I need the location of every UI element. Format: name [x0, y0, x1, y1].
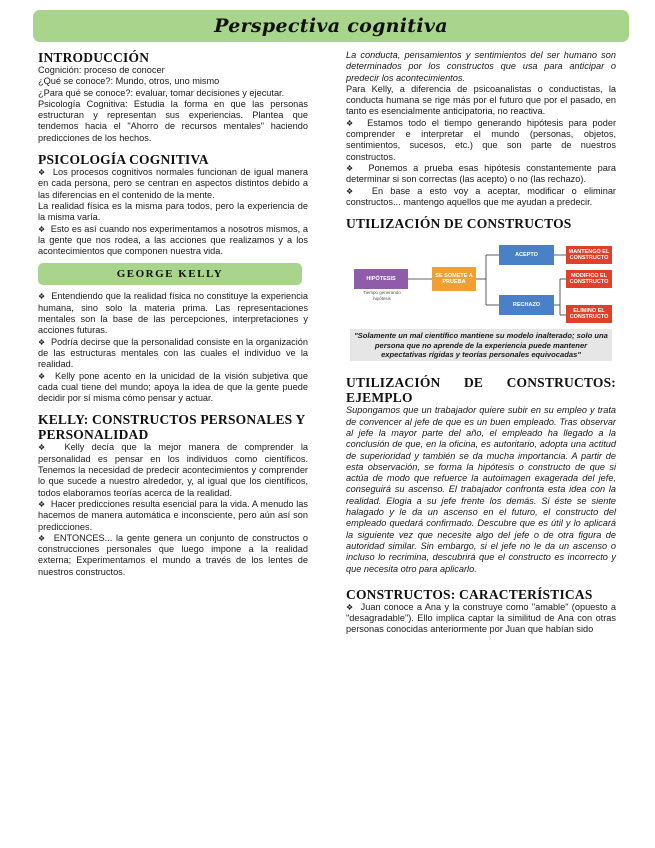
intro-heading: INTRODUCCIÓN: [38, 50, 150, 65]
constructs-flow-diagram: [346, 243, 616, 323]
bullet-icon: ❖: [346, 602, 354, 612]
diagram-mantengo: MANTENGO EL CONSTRUCTO: [566, 246, 612, 264]
bullet-icon: ❖: [38, 533, 47, 543]
right-column: [346, 50, 616, 636]
intro-line-2: ¿Qué se conoce?: Mundo, otros, uno mismo: [38, 76, 220, 87]
page-title: Perspectiva cognitiva: [214, 15, 448, 37]
bullet-icon: ❖: [38, 337, 46, 347]
hypothesis-bullet-3: ❖ En base a esto voy a aceptar, modificar o eliminar constructos... mantengo aquellos que me ayudan a predecir.: [346, 185, 616, 207]
diagram-prueba: SE SOMETE A PRUEBA: [432, 267, 476, 291]
kelly-italic-statement: La conducta, pensamientos y sentimientos del ser humano son determinados por los constructos que usa para anticipar o predecir los acontecimientos.: [346, 50, 616, 83]
ejemplo-text: Supongamos que un trabajador quiere subir en su empleo y trata de convencer al jefe de que es un buen empleado. Tras observar al jefe la mayor parte del año, el empleado ha llegado a la conclusión de que, en la oficina, es autoritario, adopta una actitud de superioridad y también se da mucha importancia. A partir de esta observación, se forma la hipótesis o constructo de que si actúa de modo que refuerce la autoimagen exagerada del jefe, conseguirá su ascenso. El trabajador confronta esta idea con la realidad. Elogia a su jefe frente los demás. Si éste se siente halagado y le da un ascenso en el futuro, el constructo del empleado quedará confirmado. Descubre que es útil y lo aplicará la siguiente vez que necesite algo del jefe o de otra figura de autoridad similar. Sin embargo, si el jefe no le da un ascenso o incluso lo recrimina, descubrirá que el constructo es incorrecto y que necesita otro para aplicarlo.: [346, 405, 616, 574]
george-bullet-2: ❖ Podría decirse que la personalidad consiste en la organización de las estructuras mentales con las cuales el individuo ve la realidad.: [38, 336, 309, 370]
psico-bullet-2: ❖ Esto es así cuando nos experimentamos a nosotros mismos, a la gente que nos rodea, a las acciones que realizamos y a los acontecimientos que componen nuestra vida.: [38, 223, 308, 257]
ejemplo-heading-line-1: UTILIZACIÓN DE CONSTRUCTOS:: [346, 375, 616, 391]
bullet-icon: ❖: [38, 224, 46, 234]
title-banner: [33, 10, 629, 42]
caracteristicas-heading: CONSTRUCTOS: CARACTERÍSTICAS: [346, 586, 593, 602]
bullet-icon: ❖: [38, 499, 46, 509]
george-kelly-heading: GEORGE KELLY: [116, 268, 224, 281]
diagram-elimino: ELIMINO EL CONSTRUCTO: [566, 305, 612, 323]
intro-line-3: ¿Para qué se conoce?: evaluar, tomar decisiones y ejecutar.: [38, 87, 285, 98]
ejemplo-heading-line-2: EJEMPLO: [346, 390, 413, 406]
bullet-icon: ❖: [38, 168, 47, 178]
diagram-acepto: ACEPTO: [499, 245, 554, 265]
psico-bullet-1: ❖ Los procesos cognitivos normales funcionan de igual manera en cada persona, pero se centran en aspectos distintos debido a las diferencias en el contenido de la mente.: [38, 167, 309, 200]
bullet-icon: ❖: [38, 443, 50, 453]
kelly-bullet-1: ❖ Kelly decía que la mejor manera de comprender la personalidad es pensar en los individuos como científicos. Tenemos la necesidad de predecir acontecimientos y comprender lo que sucede a nuestro alrededor, y, al igual que los científicos, todos elaboramos teorías acerca de la realidad.: [38, 442, 308, 498]
bullet-icon: ❖: [346, 118, 357, 128]
george-bullet-1: ❖ Entendiendo que la realidad física no constituye la experiencia humana, sino solo la materia prima. Las representaciones mentales son la base de las percepciones, interpretaciones y acciones futuras.: [38, 291, 309, 336]
hypothesis-bullet-2: ❖ Ponemos a prueba esas hipótesis constantemente para determinar si son correctas (las acepto) o no (las rechazo).: [346, 162, 617, 185]
kelly-heading: KELLY: CONSTRUCTOS PERSONALES Y PERSONALIDAD: [38, 412, 305, 443]
bullet-icon: ❖: [346, 163, 357, 173]
diagram-hipotesis-sub: Tiempo generando hipótesis: [363, 290, 401, 302]
kelly-quote: "Solamente un mal científico mantiene su modelo inalterado; solo una persona que no aprende de la experiencia puede mantener expectativas rígidas y teorías personales equivocadas": [350, 329, 612, 361]
kelly-bullet-3: ❖ ENTONCES... la gente genera un conjunto de constructos o construcciones personales que luego impone a la realidad externa; Experimentamos el mundo a través de los lentes de nuestros constructos.: [38, 532, 308, 577]
intro-line-4: Psicología Cognitiva: Estudia la forma en que las personas estructuran y representan sus experiencias. Plantea que tendemos hacia el "Ahorro de recursos mentales" haciendo predicciones de los hechos.: [38, 98, 308, 143]
diagram-modifico: MODIFICO EL CONSTRUCTO: [566, 270, 612, 288]
intro-line-1: Cognición: proceso de conocer: [38, 65, 165, 75]
diagram-rechazo: RECHAZO: [499, 295, 554, 315]
bullet-icon: ❖: [38, 371, 47, 381]
hypothesis-bullet-1: ❖ Estamos todo el tiempo generando hipótesis para poder comprender e interpretar el mundo (personas, objetos, sentimientos, sucesos, etc.) que son parte de nuestros constructos.: [346, 117, 617, 162]
caracteristicas-bullet-1: ❖ Juan conoce a Ana y la construye como "amable" (opuesto a "desagradable"). Ello implica captar la similitud de Ana con otras personas conocidas anteriormente por Juan que habían sido: [346, 601, 616, 635]
psico-heading: PSICOLOGÍA COGNITIVA: [38, 152, 209, 168]
kelly-future-text: Para Kelly, a diferencia de psicoanalistas o conductistas, la conducta humana se rige más por el futuro que por el pasado, en tanto es esencialmente anticipatoria, no reactiva.: [346, 83, 616, 117]
bullet-icon: ❖: [38, 292, 46, 302]
psico-text: La realidad física es la misma para todos, pero la experiencia de la misma varía.: [38, 200, 308, 223]
kelly-bullet-2: ❖ Hacer predicciones resulta esencial para la vida. A menudo las hacemos de manera automática e inconsciente, pero aún así son predicciones.: [38, 498, 308, 532]
diagram-hipotesis: HIPÓTESIS: [354, 269, 408, 289]
ejemplo-heading: [346, 375, 616, 390]
left-column: [38, 50, 308, 578]
george-bullet-3: ❖ Kelly pone acento en la unicidad de la visión subjetiva que cada cual tiene del mundo; apoya la idea de que la gente puede decidir por sí misma cómo pensar y actuar.: [38, 370, 309, 404]
util-heading: UTILIZACIÓN DE CONSTRUCTOS: [346, 216, 572, 232]
george-kelly-banner: [38, 263, 302, 285]
bullet-icon: ❖: [346, 186, 358, 196]
